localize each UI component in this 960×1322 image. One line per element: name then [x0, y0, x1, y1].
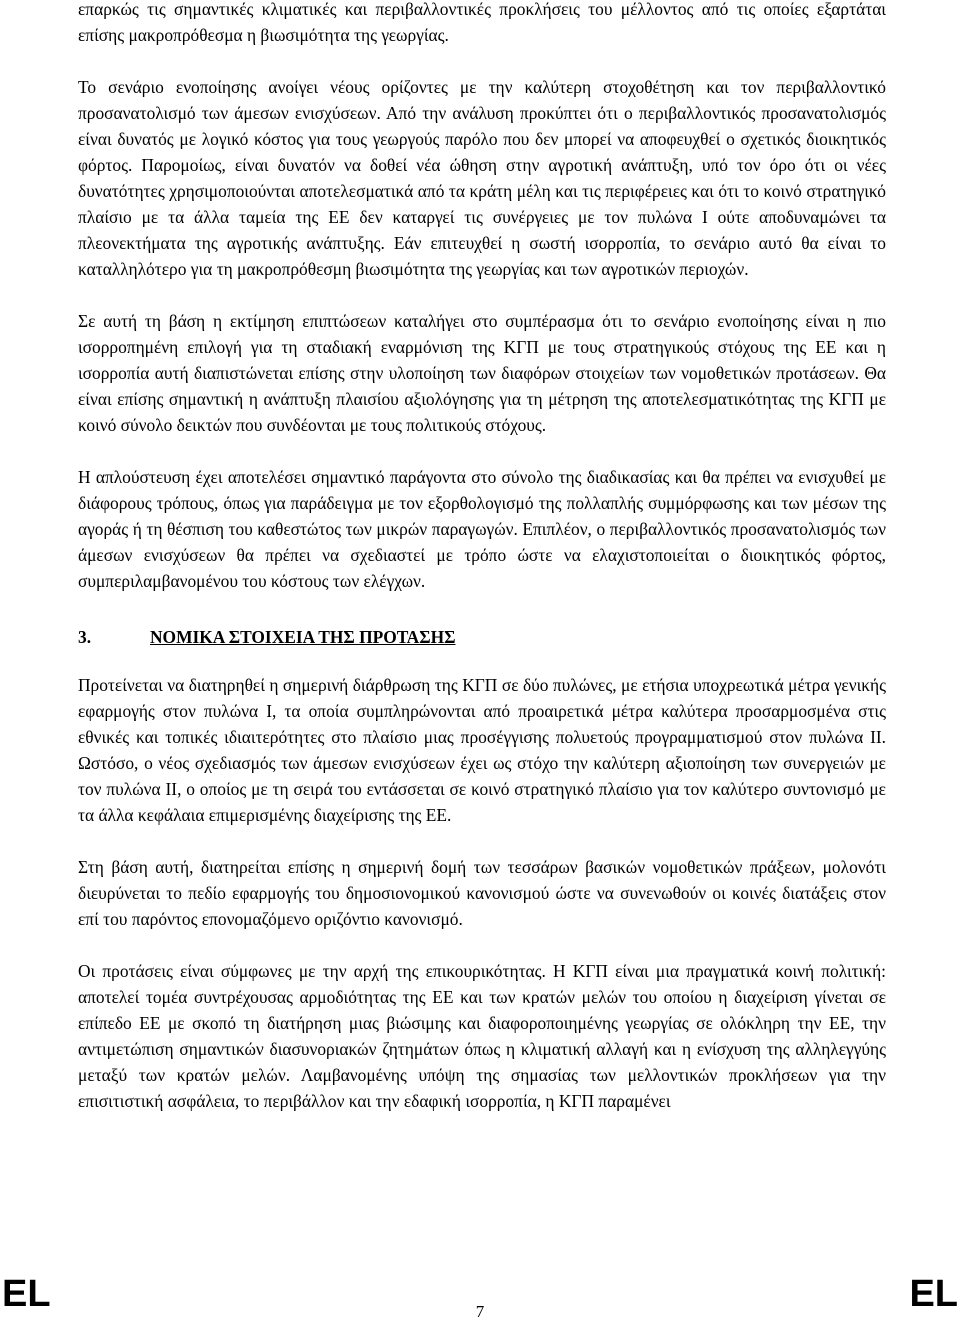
footer-language-left: EL — [2, 1273, 51, 1315]
section-heading — [78, 624, 886, 650]
paragraph-subsidiarity: Οι προτάσεις είναι σύμφωνες με την αρχή της επικουρικότητας. Η ΚΓΠ είναι μια πραγματικά κοινή πολιτική: αποτελεί τομέα συντρέχουσας αρμοδιότητας της ΕΕ και των κρατών μελών του οποίου η διαχείριση γίνεται σε επίπεδο ΕΕ με σκοπό τη διατήρηση μιας βιώσιμης και διαφοροποιημένης γεωργίας σε ολόκληρη την ΕΕ, την αντιμετώπιση σημαντικών διασυνοριακών ζητημάτων όπως η κλιματική αλλαγή και η ενίσχυση της αλληλεγγύης μεταξύ των κρατών μελών. Λαμβανομένης υπόψη της σημασίας των μελλοντικών προκλήσεων για την επισιτιστική ασφάλεια, το περιβάλλον και την εδαφική ισορροπία, η ΚΓΠ παραμένει — [78, 961, 886, 1111]
paragraph-integration-scenario: Το σενάριο ενοποίησης ανοίγει νέους ορίζοντες με την καλύτερη στοχοθέτηση και τον περιβαλλοντικό προσανατολισμό των άμεσων ενισχύσεων. Από την ανάλυση προκύπτει ότι ο περιβαλλοντικός προσανατολισμός είναι δυνατός με λογικό κόστος για τους γεωργούς παρόλο που δεν μπορεί να αποφευχθεί ο σχετικός διοικητικός φόρτος. Παρομοίως, είναι δυνατόν να δοθεί νέα ώθηση στην αγροτική ανάπτυξη, υπό τον όρο ότι οι νέες δυνατότητες χρησιμοποιούνται αποτελεσματικά από τα κράτη μέλη και τις περιφέρειες και ότι το κοινό στρατηγικό πλαίσιο με τα άλλα ταμεία της ΕΕ δεν καταργεί τις συνέργειες με τον πυλώνα Ι ούτε αποδυναμώνει τα πλεονεκτήματα της αγροτικής ανάπτυξης. Εάν επιτευχθεί η σωστή ισορροπία, το σενάριο αυτό θα είναι το καταλληλότερο για τη μακροπρόθεσμη βιωσιμότητα της γεωργίας και των αγροτικών περιοχών. — [78, 77, 886, 279]
document-page — [78, 0, 886, 1140]
section-title: ΝΟΜΙΚΑ ΣΤΟΙΧΕΙΑ ΤΗΣ ΠΡΟΤΑΣΗΣ — [150, 627, 456, 647]
paragraph-impact-assessment: Σε αυτή τη βάση η εκτίμηση επιπτώσεων καταλήγει στο συμπέρασμα ότι το σενάριο ενοποίησης είναι η πιο ισορροπημένη επιλογή για τη σταδιακή εναρμόνιση της ΚΓΠ με τους στρατηγικούς στόχους της ΕΕ και η ισορροπία αυτή διαπιστώνεται επίσης στην υλοποίηση των διαφόρων στοιχείων των νομοθετικών προτάσεων. Θα είναι επίσης σημαντική η ανάπτυξη πλαισίου αξιολόγησης για τη μέτρηση της αποτελεσματικότητας της ΚΓΠ με κοινό σύνολο δεικτών που συνδέονται με τους πολιτικούς στόχους. — [78, 311, 886, 435]
paragraph-cap-structure: Προτείνεται να διατηρηθεί η σημερινή διάρθρωση της ΚΓΠ σε δύο πυλώνες, με ετήσια υποχρεωτικά μέτρα γενικής εφαρμογής στον πυλώνα Ι, τα οποία συμπληρώνονται από προαιρετικά μέτρα καλύτερα προσαρμοσμένα στις εθνικές και τοπικές ιδιαιτερότητες στο πλαίσιο μιας προσέγγισης πολυετούς προγραμματισμού στον πυλώνα ΙΙ. Ωστόσο, ο νέος σχεδιασμός των άμεσων ενισχύσεων έχει ως στόχο την καλύτερη αξιοποίηση των συνεργειών με τον πυλώνα ΙΙ, ο οποίος με τη σειρά του εντάσσεται σε κοινό στρατηγικό πλαίσιο για τον καλύτερο συντονισμό με τα άλλα κεφάλαια επιμερισμένης διαχείρισης της ΕΕ. — [78, 675, 886, 825]
paragraph-simplification: Η απλούστευση έχει αποτελέσει σημαντικό παράγοντα στο σύνολο της διαδικασίας και θα πρέπει να ενισχυθεί με διάφορους τρόπους, όπως για παράδειγμα με τον εξορθολογισμό της πολλαπλής συμμόρφωσης και των μέσων της αγοράς ή τη θέσπιση του καθεστώτος των μικρών παραγωγών. Επιπλέον, ο περιβαλλοντικός προσανατολισμός των άμεσων ενισχύσεων θα πρέπει να σχεδιαστεί με τρόπο ώστε να ελαχιστοποιείται ο διοικητικός φόρτος, συμπεριλαμβανομένου του κόστους των ελέγχων. — [78, 467, 886, 591]
page-number: 7 — [475, 1302, 485, 1321]
section-number: 3. — [78, 627, 92, 647]
paragraph-continuation: επαρκώς τις σημαντικές κλιματικές και περιβαλλοντικές προκλήσεις του μέλλοντος από τις οποίες εξαρτάται επίσης μακροπρόθεσμα η βιωσιμότητα της γεωργίας. — [78, 0, 886, 45]
paragraph-legal-acts: Στη βάση αυτή, διατηρείται επίσης η σημερινή δομή των τεσσάρων βασικών νομοθετικών πράξεων, μολονότι διευρύνεται το πεδίο εφαρμογής του δημοσιονομικού κανονισμού ώστε να συνενωθούν οι κοινές διατάξεις στον επί του παρόντος επονομαζόμενο οριζόντιο κανονισμό. — [78, 857, 886, 929]
footer-language-right: EL — [909, 1273, 958, 1315]
